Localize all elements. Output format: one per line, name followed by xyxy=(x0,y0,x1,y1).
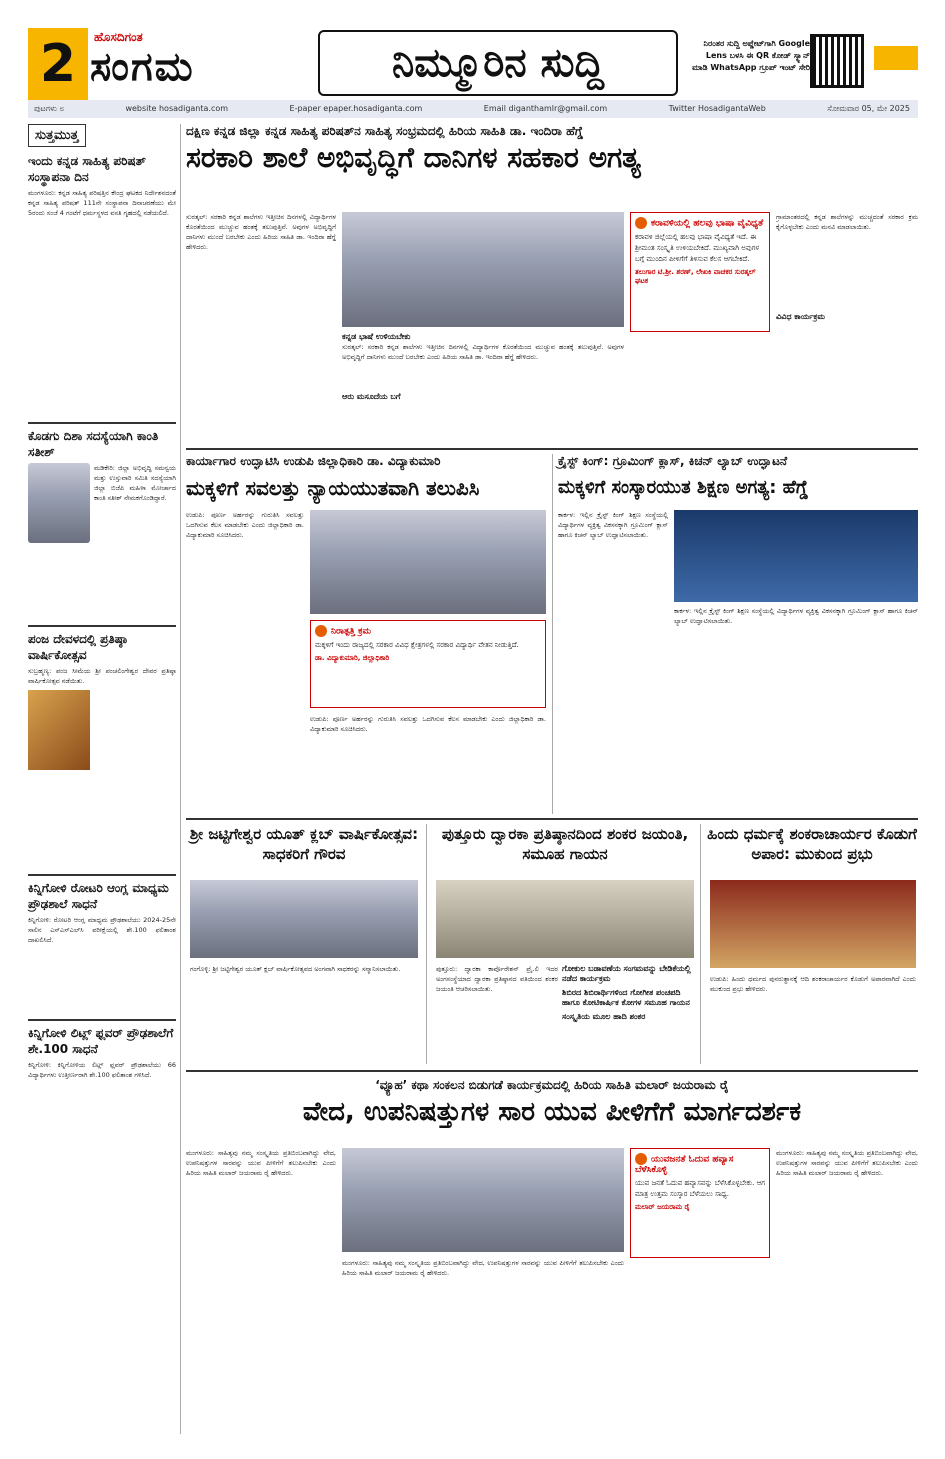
left-item2-headline[interactable]: ಕೊಡಗು ದಿಶಾ ಸದಸ್ಯೆಯಾಗಿ ಕಾಂತಿ ಸತೀಶ್ xyxy=(28,429,159,459)
story6-photo xyxy=(710,880,916,968)
left-item4-headline[interactable]: ಕಿನ್ನಿಗೋಳಿ ರೋಟರಿ ಆಂಗ್ಲ ಮಾಧ್ಯಮ ಪ್ರೌಢಶಾಲೆ ಸಾಧನೆ xyxy=(28,881,169,911)
left-item3-headline[interactable]: ಪಂಜ ದೇವಳದಲ್ಲಿ ಪ್ರತಿಷ್ಠಾ ವಾರ್ಷಿಕೋತ್ಸವ xyxy=(28,632,128,662)
story1-headline[interactable]: ಸರಕಾರಿ ಶಾಲೆ ಅಭಿವೃದ್ಧಿಗೆ ದಾನಿಗಳ ಸಹಕಾರ ಅಗತ್ಯ xyxy=(186,141,641,174)
left-item3-body: ಸುಬ್ರಹ್ಮಣ್ಯ: ಪಂಜ ಸೀಮೆಯ ಶ್ರೀ ಪಂಚಲಿಂಗೇಶ್ವರ ದೇವರ ಪ್ರತಿಷ್ಠಾ ವಾರ್ಷಿಕೋತ್ಸವ ನಡೆಯಿತು. xyxy=(28,667,176,685)
story-2 xyxy=(186,454,548,503)
page-number: 2 xyxy=(28,28,88,100)
story5-bullets xyxy=(562,964,694,1022)
story2-headline[interactable]: ಮಕ್ಕಳಿಗೆ ಸವಲತ್ತು ನ್ಯಾಯಯುತವಾಗಿ ತಲುಪಿಸಿ xyxy=(186,476,480,500)
epaper-link[interactable]: E-paper epaper.hosadiganta.com xyxy=(289,104,423,113)
bullet-2: ಶಿಬಿರದ ಶಿಬಿರಾರ್ಥಿಗಳಿಂದ ಗೋಗೀತ ಪಂಚಪದಿ ಹಾಗೂ ಕೋಟಿಕಾರ್ಷಿಕ ಕೋಗಳ ಸಮೂಹ ಗಾಯನ xyxy=(562,988,690,1007)
story1-sub2: ಆರು ಮಸೂದೆಯ ಬಗೆ xyxy=(342,392,401,401)
story7-callout xyxy=(630,1148,770,1258)
masthead xyxy=(28,28,918,100)
left-item5-headline[interactable]: ಕಿನ್ನಿಗೋಳಿ ಲಿಟ್ಲ್ ಫ್ಲವರ್ ಪ್ರೌಢಶಾಲೆಗೆ ಶೇ.100 ಸಾಧನೆ xyxy=(28,1026,174,1056)
story2-callout xyxy=(310,620,546,708)
story7-side-body: ಮಂಗಳೂರು: ಸಾಹಿತ್ಯವು ನಮ್ಮ ಸಂಸ್ಕೃತಿಯ ಪ್ರತಿಬಿಂಬವಾಗಿದ್ದು ವೇದ, ಉಪನಿಷತ್ತುಗಳ ಸಾರವನ್ನು ಯುವ ಪೀಳಿಗೆಗೆ ತಲುಪಿಸಬೇಕು ಎಂದು ಹಿರಿಯ ಸಾಹಿತಿ ಮಲಾರ್ ಜಯರಾಮ ರೈ ಹೇಳಿದರು. xyxy=(776,1149,918,1177)
divider xyxy=(28,1019,176,1021)
portrait-photo xyxy=(28,463,90,543)
column-separator xyxy=(180,124,181,1434)
story1-photo xyxy=(342,212,624,327)
left-item1-headline[interactable]: ಇಂದು ಕನ್ನಡ ಸಾಹಿತ್ಯ ಪರಿಷತ್ ಸಂಸ್ಥಾಪನಾ ದಿನ xyxy=(28,154,146,184)
story4-body: ಗಂಗೊಳ್ಳಿ: ಶ್ರೀ ಜಟ್ಟಿಗೇಶ್ವರ ಯೂತ್ ಕ್ಲಬ್ ವಾರ್ಷಿಕೋತ್ಸವದ ಅಂಗವಾಗಿ ಸಾಧಕರನ್ನು ಸನ್ಮಾನಿಸಲಾಯಿತು. xyxy=(190,965,401,973)
story5-headline[interactable]: ಪುತ್ತೂರು ದ್ವಾರಕಾ ಪ್ರತಿಷ್ಠಾನದಿಂದ ಶಂಕರ ಜಯಂತಿ, ಸಮೂಹ ಗಾಯನ xyxy=(441,825,689,863)
callout-title: ಕರಾವಳಿಯಲ್ಲಿ ಹಲವು ಭಾಷಾ ವೈವಿಧ್ಯತೆ xyxy=(651,218,764,229)
info-bar xyxy=(28,100,918,118)
callout-title: ಯುವಜನತೆ ಓದುವ ಹವ್ಯಾಸ ಬೆಳೆಸಿಕೊಳ್ಳಿ xyxy=(635,1154,734,1175)
story3-body-cont: ಕಾರ್ಕಳ: ಇಲ್ಲಿನ ಕ್ರೈಸ್ಟ್ ಕಿಂಗ್ ಶಿಕ್ಷಣ ಸಂಸ್ಥೆಯಲ್ಲಿ ವಿದ್ಯಾರ್ಥಿಗಳ ವ್ಯಕ್ತಿತ್ವ ವಿಕಸನಕ್ಕಾಗಿ ಗ್ರೂಮಿಂಗ್ ಕ್ಲಾಸ್ ಹಾಗೂ ಕಿಚನ್ ಲ್ಯಾಬ್ ಉದ್ಘಾಟಿಸಲಾಯಿತು. xyxy=(674,607,918,625)
story-7 xyxy=(186,1078,918,1127)
callout-body: ಕರಾವಳಿ ಜಿಲ್ಲೆಯಲ್ಲಿ ಹಲವು ಭಾಷಾ ವೈವಿಧ್ಯತೆ ಇದೆ. ಈ ಶ್ರೀಮಂತ ಸಂಸ್ಕೃತಿ ಉಳಿಯಬೇಕಿದೆ. ಮುಖ್ಯವಾಗಿ ಅವುಗಳ ಬಗ್ಗೆ ಮುಂದಿನ ಪೀಳಿಗೆಗೆ ತಿಳಿಸುವ ಕೆಲಸ ಆಗಬೇಕಿದೆ. xyxy=(635,233,760,263)
page-title: ನಿಮ್ಮೂರಿನ ಸುದ್ದಿ xyxy=(318,30,678,96)
story7-body-cont: ಮಂಗಳೂರು: ಸಾಹಿತ್ಯವು ನಮ್ಮ ಸಂಸ್ಕೃತಿಯ ಪ್ರತಿಬಿಂಬವಾಗಿದ್ದು ವೇದ, ಉಪನಿಷತ್ತುಗಳ ಸಾರವನ್ನು ಯುವ ಪೀಳಿಗೆಗೆ ತಲುಪಿಸಬೇಕು ಎಂದು ಹಿರಿಯ ಸಾಹಿತಿ ಮಲಾರ್ ಜಯರಾಮ ರೈ ಹೇಳಿದರು. xyxy=(342,1259,624,1277)
left-item2-body: ಮಡಿಕೇರಿ: ಜಿಲ್ಲಾ ಅಭಿವೃದ್ಧಿ ಸಮನ್ವಯ ಮತ್ತು ಉಸ್ತುವಾರಿ ಸಮಿತಿ ಸದಸ್ಯೆಯಾಗಿ ಜಿಲ್ಲಾ ಬಿಜೆಪಿ ಮಹಿಳಾ ಮೋರ್ಚಾದ ಕಾಂತಿ ಸತೀಶ್ ನೇಮಕಗೊಂಡಿದ್ದಾರೆ. xyxy=(94,464,176,502)
callout-byline: ತಲುಗಾರ ಟಿ.ಶ್ರೀ. ಶರಣ್, ಲೇಖಕಿ ವಾಚಕರ ಸುರತ್ಕಲ್ ಘಟಕ xyxy=(635,268,756,285)
story2-body: ಉಡುಪಿ: ಪೂರ್ಣ ಅರ್ಹರನ್ನು ಗುರುತಿಸಿ ಸವಲತ್ತು ಒದಗಿಸುವ ಕೆಲಸ ಮಾಡಬೇಕು ಎಂದು ಜಿಲ್ಲಾಧಿಕಾರಿ ಡಾ. ವಿದ್ಯಾಕುಮಾರಿ ಸೂಚಿಸಿದರು. xyxy=(186,511,304,539)
website-link[interactable]: website hosadiganta.com xyxy=(125,104,229,113)
divider xyxy=(186,1070,918,1072)
twitter-link[interactable]: Twitter HosadigantaWeb xyxy=(668,104,766,113)
story1-body: ಸುರತ್ಕಲ್: ಸರಕಾರಿ ಕನ್ನಡ ಶಾಲೆಗಳು ಇತ್ತೀಚಿನ ದಿನಗಳಲ್ಲಿ ವಿದ್ಯಾರ್ಥಿಗಳ ಕೊರತೆಯಿಂದ ಮುಚ್ಚುವ ಹಂತಕ್ಕೆ ತಲುಪುತ್ತಿವೆ. ಅವುಗಳ ಅಭಿವೃದ್ಧಿಗೆ ದಾನಿಗಳು ಮುಂದೆ ಬರಬೇಕು ಎಂದು ಹಿರಿಯ ಸಾಹಿತಿ ಡಾ. ಇಂದಿರಾ ಹೆಗ್ಡೆ ಹೇಳಿದರು. xyxy=(186,213,336,251)
story2-body-cont: ಉಡುಪಿ: ಪೂರ್ಣ ಅರ್ಹರನ್ನು ಗುರುತಿಸಿ ಸವಲತ್ತು ಒದಗಿಸುವ ಕೆಲಸ ಮಾಡಬೇಕು ಎಂದು ಜಿಲ್ಲಾಧಿಕಾರಿ ಡಾ. ವಿದ್ಯಾಕುಮಾರಿ ಸೂಚಿಸಿದರು. xyxy=(310,715,546,733)
story-3 xyxy=(558,454,918,503)
quote-icon xyxy=(635,1153,647,1165)
story3-kicker: ಕ್ರೈಸ್ಟ್ ಕಿಂಗ್: ಗ್ರೂಮಿಂಗ್ ಕ್ಲಾಸ್, ಕಿಚನ್ ಲ್ಯಾಬ್ ಉದ್ಘಾಟನೆ xyxy=(558,454,788,468)
story5-photo xyxy=(436,880,694,958)
left-item5-body: ಕಿನ್ನಿಗೋಳಿ: ಕಿನ್ನಿಗೋಳಿಯ ಲಿಟ್ಲ್ ಫ್ಲವರ್ ಪ್ರೌಢಶಾಲೆಯು 66 ವಿದ್ಯಾರ್ಥಿಗಳು ಉತ್ತೀರ್ಣರಾಗಿ ಶೇ.100 ಫಲಿತಾಂಶ ಗಳಿಸಿದೆ. xyxy=(28,1061,176,1079)
brand-small: ಹೊಸದಿಗಂತ xyxy=(94,30,143,44)
story7-photo xyxy=(342,1148,624,1252)
story3-photo xyxy=(674,510,918,602)
story7-headline[interactable]: ವೇದ, ಉಪನಿಷತ್ತುಗಳ ಸಾರ ಯುವ ಪೀಳಿಗೆಗೆ ಮಾರ್ಗದರ್ಶಕ xyxy=(302,1097,802,1127)
brand-name: ಸಂಗಮ xyxy=(90,44,195,90)
quote-icon xyxy=(635,217,647,229)
story3-body: ಕಾರ್ಕಳ: ಇಲ್ಲಿನ ಕ್ರೈಸ್ಟ್ ಕಿಂಗ್ ಶಿಕ್ಷಣ ಸಂಸ್ಥೆಯಲ್ಲಿ ವಿದ್ಯಾರ್ಥಿಗಳ ವ್ಯಕ್ತಿತ್ವ ವಿಕಸನಕ್ಕಾಗಿ ಗ್ರೂಮಿಂಗ್ ಕ್ಲಾಸ್ ಹಾಗೂ ಕಿಚನ್ ಲ್ಯಾಬ್ ಉದ್ಘಾಟಿಸಲಾಯಿತು. xyxy=(558,511,668,539)
story4-photo xyxy=(190,880,418,958)
story-lead xyxy=(186,124,918,173)
quote-icon xyxy=(315,625,327,637)
email-link[interactable]: Email diganthamlr@gmail.com xyxy=(483,104,608,113)
column-title: ಸುತ್ತಮುತ್ತ xyxy=(28,124,86,147)
accent-block xyxy=(874,46,918,70)
story3-headline[interactable]: ಮಕ್ಕಳಿಗೆ ಸಂಸ್ಕಾರಯುತ ಶಿಕ್ಷಣ ಅಗತ್ಯ: ಹೆಗ್ಡೆ xyxy=(558,477,809,498)
story1-callout xyxy=(630,212,770,332)
left-column xyxy=(28,124,176,1080)
story7-kicker: ‘ವ್ಯೂಹ’ ಕಥಾ ಸಂಕಲನ ಬಿಡುಗಡೆ ಕಾರ್ಯಕ್ರಮದಲ್ಲಿ ಹಿರಿಯ ಸಾಹಿತಿ ಮಲಾರ್ ಜಯರಾಮ ರೈ xyxy=(375,1078,729,1092)
temple-photo xyxy=(28,690,90,770)
divider xyxy=(28,422,176,424)
left-item1-body: ಮಂಗಳೂರು: ಕನ್ನಡ ಸಾಹಿತ್ಯ ಪರಿಷತ್ತಿನ ಕೇಂದ್ರ ಘಟಕದ ನಿರ್ದೇಶನದಂತೆ ಕನ್ನಡ ಸಾಹಿತ್ಯ ಪರಿಷತ್ 111ನೇ ಸಂಸ್ಥಾಪನಾ ದಿನಾಚರಣೆಯು ಮೇ 5ರಂದು ಸಂಜೆ 4 ಗಂಟೆಗೆ ಧರ್ಮಸ್ಥಳದ ವಸತಿ ಗೃಹದಲ್ಲಿ ನಡೆಯಲಿದೆ. xyxy=(28,189,176,217)
story7-body: ಮಂಗಳೂರು: ಸಾಹಿತ್ಯವು ನಮ್ಮ ಸಂಸ್ಕೃತಿಯ ಪ್ರತಿಬಿಂಬವಾಗಿದ್ದು ವೇದ, ಉಪನಿಷತ್ತುಗಳ ಸಾರವನ್ನು ಯುವ ಪೀಳಿಗೆಗೆ ತಲುಪಿಸಬೇಕು ಎಂದು ಹಿರಿಯ ಸಾಹಿತಿ ಮಲಾರ್ ಜಯರಾಮ ರೈ ಹೇಳಿದರು. xyxy=(186,1149,336,1177)
column-separator xyxy=(552,454,553,814)
divider xyxy=(186,818,918,820)
callout-body: ಯುವ ಜನತೆ ಓದುವ ಹವ್ಯಾಸವನ್ನು ಬೆಳೆಸಿಕೊಳ್ಳಬೇಕು. ಆಗ ಮಾತ್ರ ಉತ್ತಮ ಸಂಸ್ಕಾರ ಬೆಳೆಯಲು ಸಾಧ್ಯ. xyxy=(635,1179,766,1198)
story1-body-cont: ಸುರತ್ಕಲ್: ಸರಕಾರಿ ಕನ್ನಡ ಶಾಲೆಗಳು ಇತ್ತೀಚಿನ ದಿನಗಳಲ್ಲಿ ವಿದ್ಯಾರ್ಥಿಗಳ ಕೊರತೆಯಿಂದ ಮುಚ್ಚುವ ಹಂತಕ್ಕೆ ತಲುಪುತ್ತಿವೆ. ಅವುಗಳ ಅಭಿವೃದ್ಧಿಗೆ ದಾನಿಗಳು ಮುಂದೆ ಬರಬೇಕು ಎಂದು ಹಿರಿಯ ಸಾಹಿತಿ ಡಾ. ಇಂದಿರಾ ಹೆಗ್ಡೆ ಹೇಳಿದರು. xyxy=(342,343,624,361)
column-separator xyxy=(700,824,701,1064)
story1-sub1: ಕನ್ನಡ ಭಾಷೆ ಉಳಿಯಬೇಕು xyxy=(342,332,411,341)
pages-count: ಪುಟಗಳು ೮ xyxy=(34,104,64,113)
story1-side xyxy=(776,212,918,322)
callout-byline: ಮಲಾರ್ ಜಯರಾಮ ರೈ xyxy=(635,1203,690,1211)
qr-code-icon[interactable] xyxy=(810,34,864,88)
left-item4-body: ಕಿನ್ನಿಗೋಳಿ: ರೋಟರಿ ಆಂಗ್ಲ ಮಾಧ್ಯಮ ಪ್ರೌಢಶಾಲೆಯು 2024-25ನೇ ಸಾಲಿನ ಎಸ್ಎಸ್ಎಲ್‌ಸಿ ಪರೀಕ್ಷೆಯಲ್ಲಿ ಶೇ.100 ಫಲಿತಾಂಶ ದಾಖಲಿಸಿದೆ. xyxy=(28,916,176,944)
callout-body: ಮಕ್ಕಳಿಗೆ ಇಂದು ರಾಜ್ಯದಲ್ಲಿ ಸರಕಾರ ವಿವಿಧ ಕ್ಷೇತ್ರಗಳಲ್ಲಿ ಸರಕಾರ ವಿದ್ಯಾರ್ಥಿ ವೇತನ ನೀಡುತ್ತಿದೆ. xyxy=(315,641,519,649)
story1-side-sub: ವಿವಿಧ ಕಾರ್ಯಕ್ರಮ xyxy=(776,312,825,321)
story6-headline[interactable]: ಹಿಂದು ಧರ್ಮಕ್ಕೆ ಶಂಕರಾಚಾರ್ಯರ ಕೊಡುಗೆ ಅಪಾರ: ಮುಕುಂದ ಪ್ರಭು xyxy=(707,825,917,863)
divider xyxy=(186,448,918,450)
story5-body: ಪುತ್ತೂರು: ದ್ವಾರಕಾ ಕಾರ್ಪೊರೇಶನ್ ಪ್ರೈ.ಲಿ ಇದರ ಅಂಗಸಂಸ್ಥೆಯಾದ ದ್ವಾರಕಾ ಪ್ರತಿಷ್ಠಾನದ ವತಿಯಿಂದ ಶಂಕರ ಜಯಂತಿ ಆಚರಿಸಲಾಯಿತು. xyxy=(436,965,558,993)
column-separator xyxy=(426,824,427,1064)
story1-subcolumns xyxy=(342,332,624,444)
story2-kicker: ಕಾರ್ಯಾಗಾರ ಉದ್ಘಾಟಿಸಿ ಉಡುಪಿ ಜಿಲ್ಲಾಧಿಕಾರಿ ಡಾ. ವಿದ್ಯಾಕುಮಾರಿ xyxy=(186,454,441,468)
story4-headline[interactable]: ಶ್ರೀ ಜಟ್ಟಿಗೇಶ್ವರ ಯೂತ್ ಕ್ಲಬ್ ವಾರ್ಷಿಕೋತ್ಸವ: ಸಾಧಕರಿಗೆ ಗೌರವ xyxy=(189,825,419,863)
callout-title: ನಿರಾತ್ಪತ್ತಿ ಕ್ರಮ xyxy=(331,626,372,637)
issue-date: ಸೋಮವಾರ 05, ಮೇ 2025 xyxy=(827,104,910,113)
story1-kicker: ದಕ್ಷಿಣ ಕನ್ನಡ ಜಿಲ್ಲಾ ಕನ್ನಡ ಸಾಹಿತ್ಯ ಪರಿಷತ್‌ನ ಸಾಹಿತ್ಯ ಸಂಭ್ರಮದಲ್ಲಿ ಹಿರಿಯ ಸಾಹಿತಿ ಡಾ. ಇಂದಿರಾ ಹೆಗ್ಡೆ xyxy=(186,124,584,138)
divider xyxy=(28,625,176,627)
bullet-1: ಗೋಕುಲ ಬಡಾವಣೆಯ ಸಂಗಮವನ್ನು ಬೇಡಿಕೆಯಲ್ಲಿ ನಡೆದ ಕಾರ್ಯಕ್ರಮ xyxy=(562,964,691,983)
callout-byline: ಡಾ. ವಿದ್ಯಾಕುಮಾರಿ, ಜಿಲ್ಲಾಧಿಕಾರಿ xyxy=(315,654,390,662)
story6-body: ಉಡುಪಿ: ಹಿಂದು ಧರ್ಮದ ಪುನರುತ್ಥಾನಕ್ಕೆ ಆದಿ ಶಂಕರಾಚಾರ್ಯರ ಕೊಡುಗೆ ಅಪಾರವಾಗಿದೆ ಎಂದು ಮುಕುಂದ ಪ್ರಭು ಹೇಳಿದರು. xyxy=(710,975,916,993)
divider xyxy=(28,874,176,876)
story1-side-body: ಗ್ರಾಮಾಂತರದಲ್ಲಿ ಕನ್ನಡ ಶಾಲೆಗಳನ್ನು ಮುಚ್ಚದಂತೆ ಸರಕಾರ ಕ್ರಮ ಕೈಗೊಳ್ಳಬೇಕು ಎಂದು ಮನವಿ ಮಾಡಲಾಯಿತು. xyxy=(776,213,918,231)
story2-photo xyxy=(310,510,546,614)
story5-sub: ಸಂಸ್ಕೃತಿಯ ಮೂಲ ಹಾದಿ ಶಂಕರ xyxy=(562,1012,646,1021)
qr-caption: ನಿರಂತರ ಸುದ್ದಿ ಅಪ್ಡೇಟ್‌ಗಾಗಿ Google Lens ಬಳಸಿ ಈ QR ಕೋಡ್ ಸ್ಕ್ಯಾನ್ ಮಾಡಿ WhatsApp ಗ್ರೂಪ್ ಇಂಟ್ ಸೇರಿ xyxy=(692,39,810,72)
